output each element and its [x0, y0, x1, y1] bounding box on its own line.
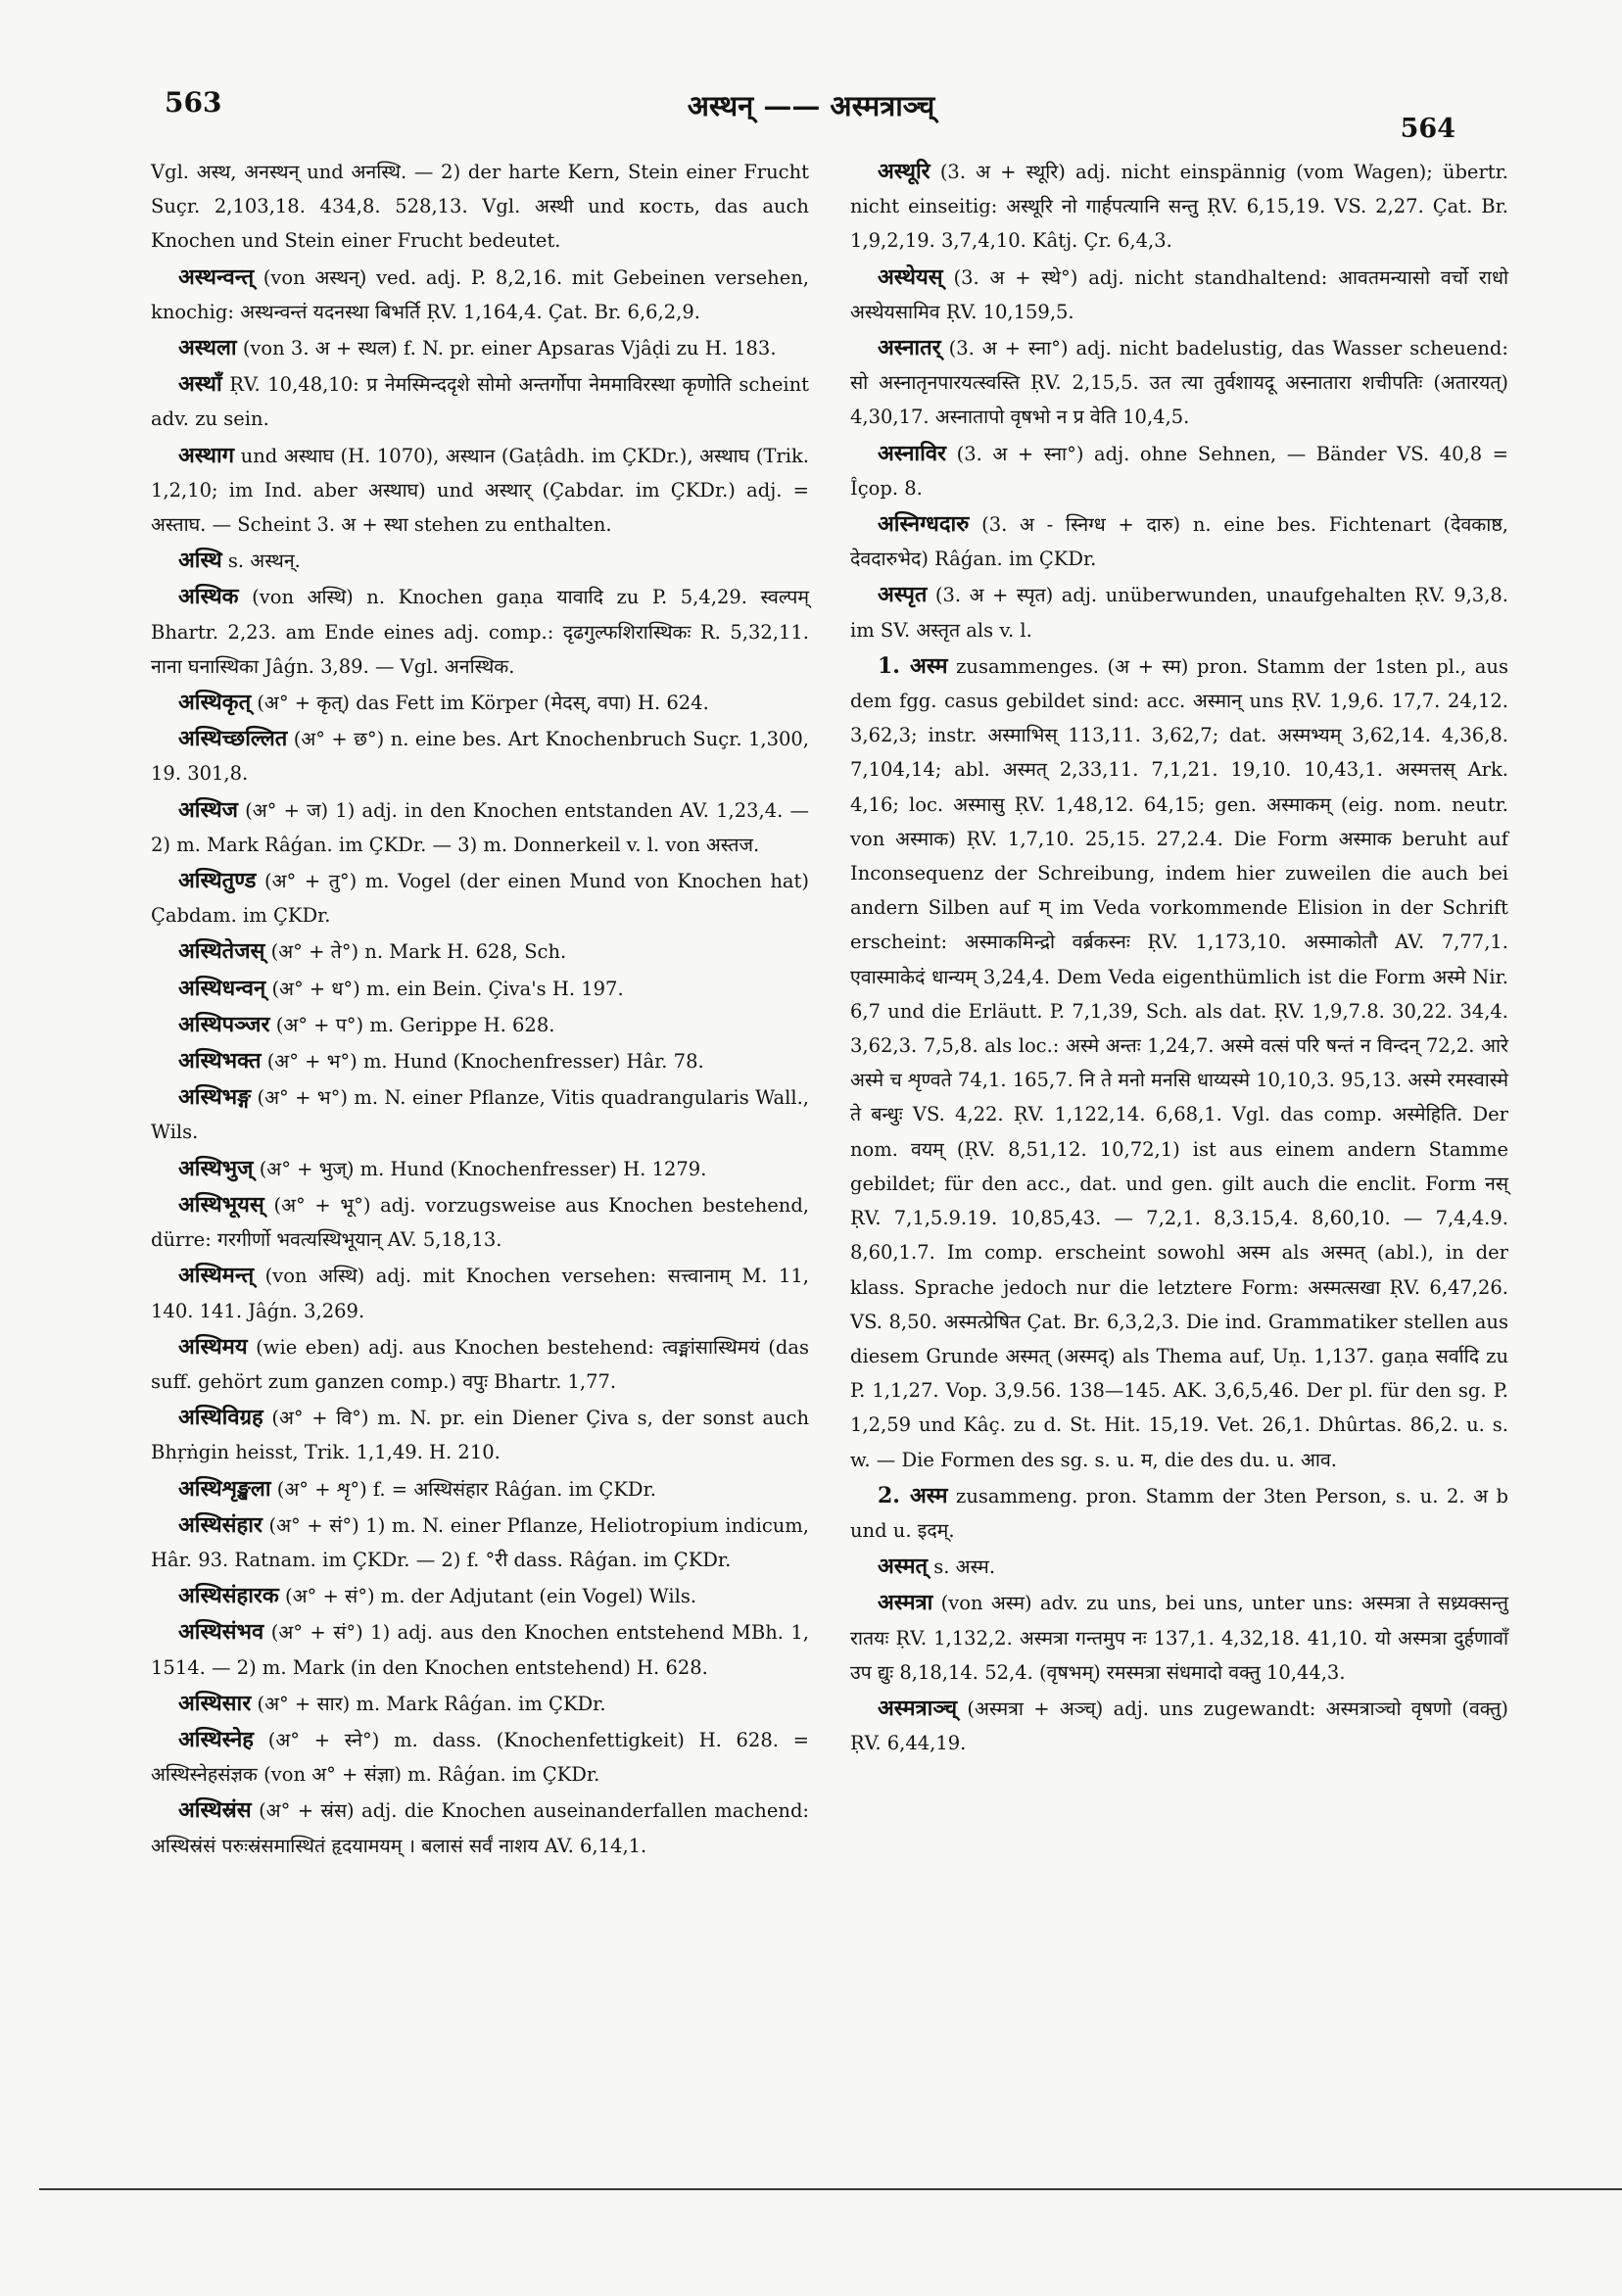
entry-text: und अस्थाघ (H. 1070), अस्थान (Gaṭâdh. im ÇKDr.), अस्थाघ (Trik. 1,2,10; im Ind. aber अस्थाघ) und अस्थार् (Çabdar. im ÇKDr.) adj. = अस्ताघ. — Scheint 3. अ + स्था stehen zu enthalten.: [151, 444, 809, 537]
running-head: अस्थन् —— अस्मत्राञ्च्: [687, 89, 935, 122]
entry-headword: अस्थिसंभव: [178, 1619, 264, 1646]
left-column: [151, 155, 809, 1865]
entry-text: (अ° + तु°) m. Vogel (der einen Mund von Knochen hat) Çabdam. im ÇKDr.: [151, 870, 809, 928]
dictionary-entry: [151, 1794, 809, 1862]
dictionary-entry: [151, 1687, 809, 1721]
entry-headword: अस्थन्वन्त्: [178, 263, 255, 290]
entry-headword: अस्थि: [178, 548, 222, 574]
entry-text: zusammenges. (अ + स्म) pron. Stamm der 1sten pl., aus dem fgg. casus gebildet sind: acc. अस्मान् uns ṚV. 1,9,6. 17,7. 24,12. 3,62,3; instr. अस्माभिस् 113,11. 3,62,7; dat. अस्मभ्यम् 3,62,14. 4,36,8. 7,104,14; abl. अस्मत् 2,33,11. 7,1,21. 19,10. 10,43,1. अस्मत्तस् Ark. 4,16; loc. अस्मासु ṚV. 1,48,12. 64,15; gen. अस्माकम् (eig. nom. neutr. von अस्माक) ṚV. 1,7,10. 25,15. 27,2.4. Die Form अस्माक beruht auf Inconsequenz der Schreibung, indem hier zuweilen die auch bei andern Silben auf म् im Veda vorkommende Elision in der Schrift erscheint: अस्माकमिन्द्रो वर्ब्रकस्नः ṚV. 1,173,10. अस्माकोतौ AV. 7,77,1. एवास्माकेदं धान्यम् 3,24,4. Dem Veda eigenthümlich ist die Form अस्मे Nir. 6,7 und die Erläutt. P. 7,1,39, Sch. als dat. ṚV. 1,9,7.8. 30,22. 34,4. 3,62,3. 7,5,8. als loc.: अस्मे अन्तः 1,24,7. अस्मे वत्सं परि षन्तं न विन्दन् 72,2. आरे अस्मे च शृण्वते 74,1. 165,7. नि ते मनो मनसि धाय्यस्मे 10,10,3. 95,13. अस्मे रमस्वास्मे ते बन्धुः VS. 4,22. ṚV. 1,122,14. 6,68,1. Vgl. das comp. अस्मेहिति. Der nom. वयम् (ṚV. 8,51,12. 10,72,1) ist aus einem andern Stamme gebildet; für den acc., dat. und gen. gilt auch die enclit. Form नस् ṚV. 7,1,5.9.19. 10,85,43. — 7,2,1. 8,3.15,4. 8,60,10. — 7,4,4.9. 8,60,1.7. Im comp. erscheint sowohl अस्म als अस्मत् (abl.), in der klass. Sprache jedoch nur die letztere Form: अस्मत्सखा ṚV. 6,47,26. VS. 8,50. अस्मत्प्रेषित Çat. Br. 6,3,2,3. Die ind. Grammatiker stellen aus diesem Grunde अस्मत् (अस्मद्) als Thema auf, Uṇ. 1,137. gaṇa सर्वादि zu P. 1,1,27. Vop. 3,9.56. 138—145. AK. 3,6,5,46. Der pl. für den sg. P. 1,2,59 und Kâç. zu d. St. Hit. 15,19. Vet. 26,1. Dhûrtas. 86,2. u. s. w. — Die Formen des sg. s. u. म, die des du. u. आव.: [850, 654, 1508, 1471]
dictionary-entry: [850, 1479, 1508, 1548]
dictionary-entry: [151, 793, 809, 862]
page-number-left: 563: [165, 86, 222, 119]
entry-headword: अस्नातर्: [878, 335, 941, 361]
entry-headword: अस्थाँ: [178, 371, 222, 398]
entry-headword: अस्थिभङ्ग: [178, 1084, 252, 1111]
entry-headword: अस्थिशृङ्खला: [178, 1475, 271, 1502]
dictionary-entry: [151, 261, 809, 329]
entry-text: s. अस्थन्.: [227, 550, 301, 573]
entry-headword: अस्मत्राञ्च्: [878, 1695, 958, 1721]
entry-headword: अस्थिच्छल्लित: [178, 726, 288, 752]
entry-text: (अ° + प°) m. Gerippe H. 628.: [275, 1013, 555, 1036]
entry-headword: अस्थिपञ्जर: [178, 1011, 270, 1037]
dictionary-entry: [151, 1152, 809, 1186]
entry-headword: अस्मत्: [878, 1554, 929, 1580]
dictionary-entry: [151, 1080, 809, 1149]
dictionary-entry: [151, 722, 809, 790]
entry-headword: अस्मत्रा: [878, 1590, 933, 1616]
dictionary-entry: [850, 1550, 1508, 1584]
entry-text: (अ° + ज) 1) adj. in den Knochen entstanden AV. 1,23,4. — 2) m. Mark Râǵan. im ÇKDr. — 3) m. Donnerkeil v. l. von अस्तज.: [151, 798, 809, 856]
entry-text: zusammeng. pron. Stamm der 3ten Person, s. u. 2. अ b und u. इदम्.: [850, 1484, 1509, 1542]
dictionary-entry: [151, 1508, 809, 1577]
dictionary-entry: [151, 686, 809, 720]
entry-text: (अ° + स्रंस) adj. die Knochen auseinanderfallen machend: अस्थिस्रंसं परुःस्रंसमास्थितं हृदयामयम् । बलासं सर्वं नाशय AV. 6,14,1.: [151, 1799, 809, 1857]
entry-text: (von अस्थि) n. Knochen gaṇa यावादि zu P. 5,4,29. स्वल्पम् Bhartr. 2,23. am Ende eines adj. comp.: दृढगुल्फशिरास्थिकः R. 5,32,11. नाना घनास्थिका Jâǵn. 3,89. — Vgl. अनस्थिक.: [151, 586, 810, 678]
entry-headword: अस्थिसार: [178, 1690, 252, 1716]
dictionary-entry: [151, 1188, 809, 1257]
entry-text: (अ° + ते°) n. Mark H. 628, Sch.: [270, 940, 567, 964]
entry-headword: अस्नाविर: [878, 440, 947, 466]
entry-text: (अ° + छ°) n. eine bes. Art Knochenbruch Suçr. 1,300, 19. 301,8.: [151, 728, 809, 786]
dictionary-entry: [151, 1044, 809, 1078]
entry-text: (अस्मत्रा + अञ्च्) adj. uns zugewandt: अस्मत्राञ्चो वृषणो (वक्तु) ṚV. 6,44,19.: [850, 1697, 1508, 1755]
entry-text: (अ° + भुज्) m. Hund (Knochenfresser) H. 1279.: [259, 1157, 707, 1180]
entry-headword: अस्थिभूयस्: [178, 1191, 264, 1218]
entry-text: (von अस्थन्) ved. adj. P. 8,2,16. mit Gebeinen versehen, knochig: अस्थन्वन्तं यदनस्था बिभर्ति ṚV. 1,164,4. Çat. Br. 6,6,2,9.: [151, 265, 809, 323]
entry-headword: अस्थूरि: [878, 159, 930, 184]
entry-headword: अस्थिभक्त: [178, 1048, 262, 1075]
entry-text: (अ° + सं°) 1) m. N. einer Pflanze, Heliotropium indicum, Hâr. 93. Ratnam. im ÇKDr. — 2) f. °री dass. Râǵan. im ÇKDr.: [151, 1513, 809, 1571]
dictionary-entry: [151, 1401, 809, 1469]
entry-headword: अस्थिस्रंस: [178, 1797, 252, 1824]
dictionary-entry: [151, 544, 809, 578]
dictionary-entry: [850, 437, 1508, 505]
dictionary-entry: [151, 864, 809, 933]
entry-text: (अ° + भू°) adj. vorzugsweise aus Knochen bestehend, dürre: गरगीर्णो भवत्यस्थिभूयान् AV. 5,18,13.: [151, 1193, 810, 1252]
dictionary-entry: [151, 1330, 809, 1399]
dictionary-entry: [850, 507, 1508, 576]
entry-text: (अ° + सं°) 1) adj. aus den Knochen entstehend MBh. 1, 1514. — 2) m. Mark (in den Knochen entstehend) H. 628.: [151, 1621, 809, 1679]
entry-text: s. अस्म.: [933, 1555, 996, 1579]
entry-headword: अस्थिसंहारक: [178, 1583, 279, 1609]
dictionary-entry: [151, 972, 809, 1006]
entry-text: (अ° + वि°) m. N. pr. ein Diener Çiva s, der sonst auch Bhṛṅgin heisst, Trik. 1,1,49. H. 210.: [151, 1407, 810, 1464]
right-column: [850, 155, 1508, 1762]
entry-text: (अ° + सं°) m. der Adjutant (ein Vogel) Wils.: [285, 1585, 697, 1608]
entry-headword: अस्थिज: [178, 796, 239, 823]
entry-text: (3. अ + स्ना°) adj. nicht badelustig, das Wasser scheuend: सो अस्नातृनपारयत्स्वस्ति ṚV. 2,15,5. उत त्या तुर्वशायदू अस्नातारा शचीपतिः (अतारयत्) 4,30,17. अस्नातापो वृषभो न प्र वेति 10,4,5.: [850, 337, 1508, 429]
entry-headword: अस्थितुण्ड: [178, 868, 257, 894]
entry-headword: अस्थिकृत्: [178, 690, 252, 716]
entry-headword: अस्थला: [178, 335, 237, 361]
dictionary-entry: [151, 1615, 809, 1684]
page-number-right: 564: [1400, 114, 1455, 144]
entry-text: (3. अ + स्थूरि) adj. nicht einspännig (vom Wagen); übertr. nicht einseitig: अस्थूरि नो गार्हपत्यानि सन्तु ṚV. 6,15,19. VS. 2,27. Çat. Br. 1,9,2,19. 3,7,4,10. Kâtj. Çr. 6,4,3.: [850, 161, 1509, 253]
entry-text: (von अस्म) adv. zu uns, bei uns, unter uns: अस्मत्रा ते सध्र्यक्सन्तु रातयः ṚV. 1,132,2. अस्मत्रा गन्तमुप नः 137,1. 4,32,18. 41,10. यो अस्मत्रा दुर्हणावाँ उप द्युः 8,18,14. 52,4. (वृषभम्) रमस्मत्रा संधमादो वक्तु 10,44,3.: [850, 1592, 1508, 1684]
dictionary-entry: [850, 155, 1508, 259]
dictionary-entry: [151, 1579, 809, 1613]
entry-headword: 2. अस्म: [878, 1482, 948, 1508]
entry-text: ṚV. 10,48,10: प्र नेमस्मिन्ददृशे सोमो अन्तर्गोपा नेममाविरस्था कृणोति scheint adv. zu sein.: [151, 373, 809, 431]
entry-text: (अ° + कृत्) das Fett im Körper (मेदस्, वपा) H. 624.: [257, 692, 709, 715]
dictionary-entry: [151, 580, 809, 684]
entry-headword: अस्थेयस्: [878, 263, 943, 290]
footer-rule: [39, 2188, 1622, 2190]
entry-headword: अस्थिभुज्: [178, 1155, 254, 1181]
entry-text: (अ° + सार) m. Mark Râǵan. im ÇKDr.: [257, 1692, 606, 1715]
dictionary-entry: [850, 331, 1508, 435]
entry-text: (3. अ - स्निग्ध + दारु) n. eine bes. Fichtenart (देवकाष्ठ, देवदारुभेद) Râǵan. im ÇKDr.: [850, 513, 1508, 571]
dictionary-entry: [151, 367, 809, 436]
entry-headword: अस्पृत: [878, 582, 928, 608]
dictionary-entry: [850, 261, 1508, 329]
dictionary-entry: [850, 578, 1508, 646]
entry-text: (3. अ + स्ना°) adj. ohne Sehnen, — Bänder VS. 40,8 = Îçop. 8.: [850, 442, 1509, 500]
dictionary-entry: [151, 1723, 809, 1792]
dictionary-entry: [151, 331, 809, 365]
dictionary-entry: [850, 649, 1508, 1477]
dictionary-entry: [151, 1259, 809, 1327]
entry-text: (अ° + भ°) m. N. einer Pflanze, Vitis quadrangularis Wall., Wils.: [151, 1086, 809, 1144]
entry-text: (अ° + शृ°) f. = अस्थिसंहार Râǵan. im ÇKDr.: [276, 1477, 656, 1501]
entry-text: Vgl. अस्थ, अनस्थन् und अनस्थि. — 2) der harte Kern, Stein einer Frucht Suçr. 2,103,18. 434,8. 528,13. Vgl. अस्थी und кость, das auch Knochen und Stein einer Frucht bedeutet.: [151, 161, 809, 253]
dictionary-entry: [151, 439, 809, 543]
entry-headword: अस्थिक: [178, 584, 239, 610]
entry-headword: अस्थिधन्वन्: [178, 975, 266, 1001]
entry-headword: अस्थिविग्रह: [178, 1405, 263, 1431]
entry-headword: अस्थितेजस्: [178, 938, 265, 965]
entry-text: (wie eben) adj. aus Knochen bestehend: त्वङ्मांसास्थिमयं (das suff. gehört zum ganzen comp.) वपुः Bhartr. 1,77.: [151, 1335, 809, 1393]
entry-text: (अ° + भ°) m. Hund (Knochenfresser) Hâr. 78.: [266, 1050, 704, 1074]
entry-headword: अस्थिसंहार: [178, 1511, 262, 1538]
page-header: [0, 86, 1622, 145]
dictionary-entry: [151, 934, 809, 969]
entry-headword: अस्थिस्नेह: [178, 1726, 254, 1752]
entry-headword: अस्थिमय: [178, 1333, 248, 1360]
dictionary-entry: [151, 1008, 809, 1042]
entry-text: (अ° + स्ने°) m. dass. (Knochenfettigkeit) H. 628. = अस्थिस्नेहसंज्ञक (von अ° + संज्ञा) m. Râǵan. im ÇKDr.: [151, 1728, 809, 1787]
dictionary-entry: [151, 1472, 809, 1507]
entry-headword: 1. अस्म: [878, 652, 948, 679]
dictionary-entry: [151, 155, 809, 259]
entry-text: (अ° + ध°) m. ein Bein. Çiva's H. 197.: [271, 977, 624, 1000]
dictionary-entry: [850, 1586, 1508, 1690]
entry-text: (von अस्थि) adj. mit Knochen versehen: सत्त्वानाम् M. 11, 140. 141. Jâǵn. 3,269.: [151, 1265, 809, 1322]
dictionary-entry: [850, 1692, 1508, 1760]
entry-headword: अस्थिमन्त्: [178, 1263, 255, 1289]
entry-text: (von 3. अ + स्थल) f. N. pr. einer Apsaras Vjâḍi zu H. 183.: [242, 337, 777, 360]
entry-text: (3. अ + स्थे°) adj. nicht standhaltend: आवतमन्यासो वर्चो राधो अस्थेयसामिव ṚV. 10,159,5.: [850, 265, 1509, 323]
entry-headword: अस्थाग: [178, 442, 235, 468]
entry-headword: अस्निग्धदारु: [878, 511, 970, 538]
entry-text: (3. अ + स्पृत) adj. unüberwunden, unaufgehalten ṚV. 9,3,8. im SV. अस्तृत als v. l.: [850, 584, 1509, 642]
